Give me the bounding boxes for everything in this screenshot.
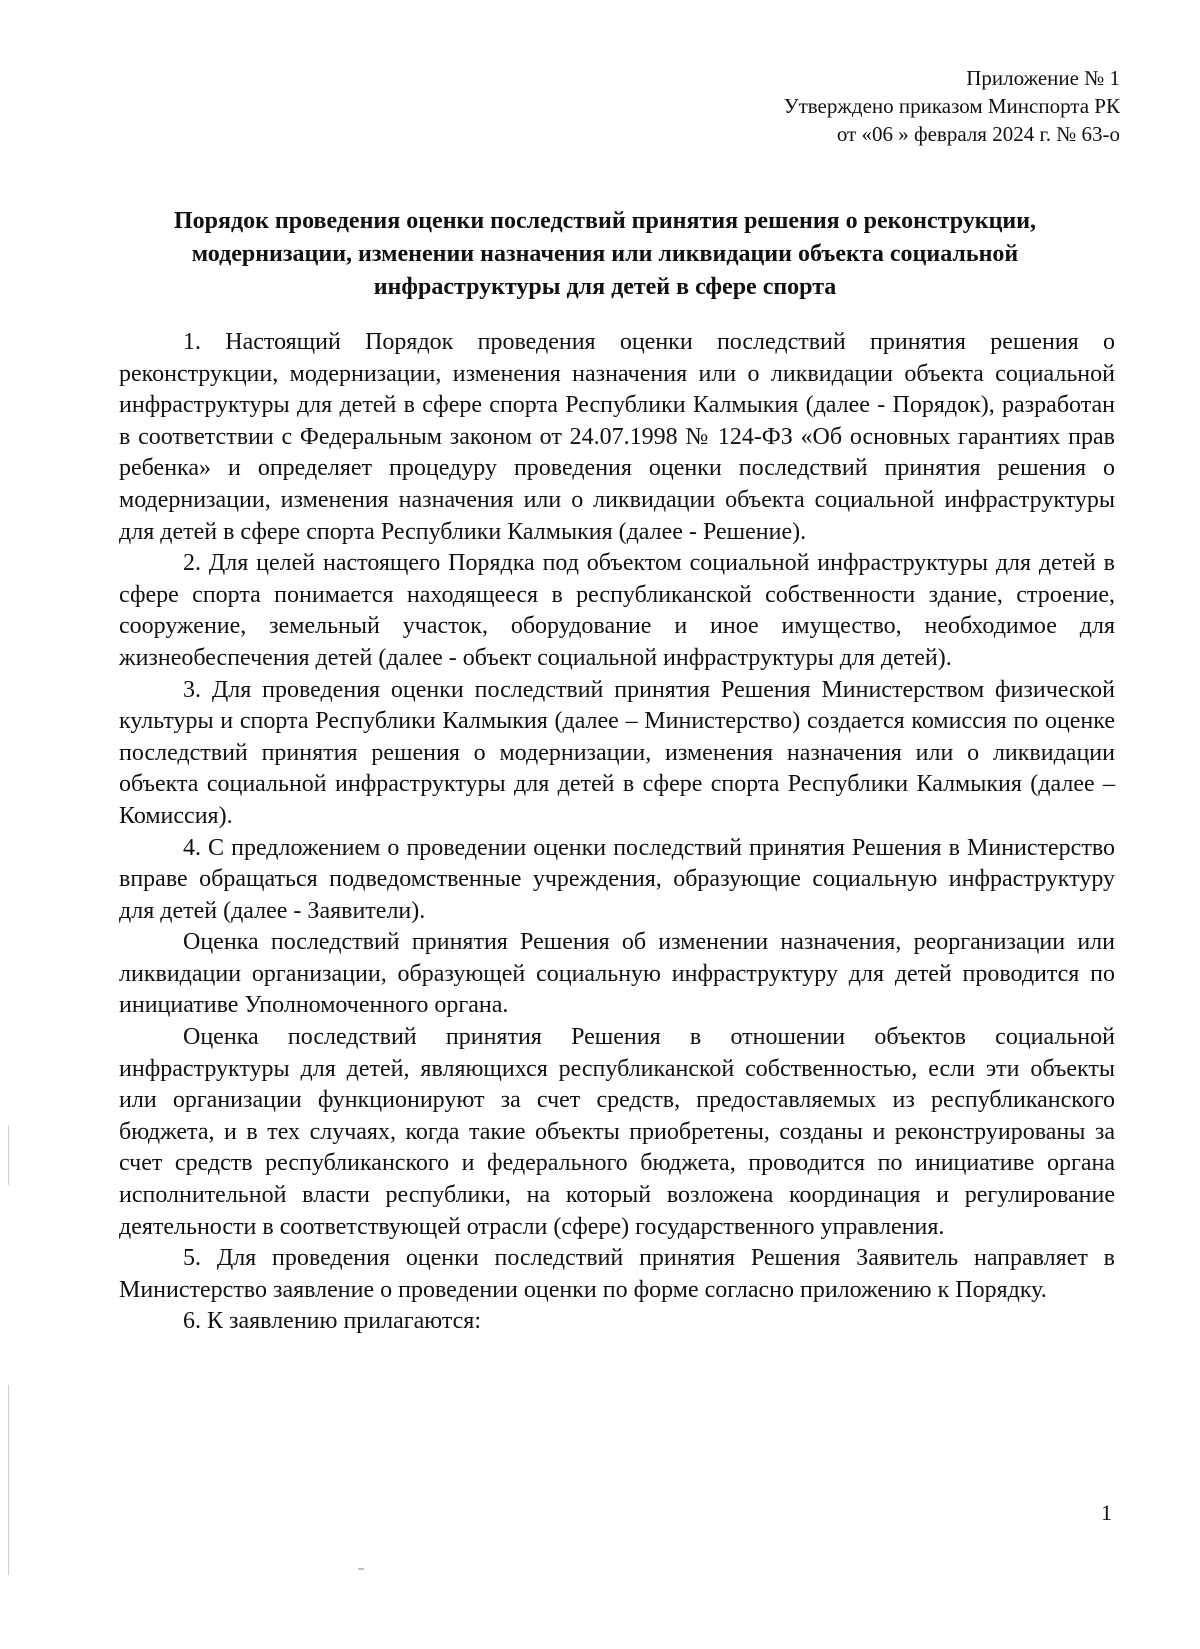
- appendix-header: [784, 64, 1120, 148]
- paragraph-1: 1. Настоящий Порядок проведения оценки последствий принятия решения о реконструкции, модернизации, изменения назначения или о ликвидации объекта социальной инфраструктуры для детей в сфере спорта Республики Калмыкия (далее - Порядок), разработан в соответствии с Федеральным законом от 24.07.1998 № 124-ФЗ «Об основных гарантиях прав ребенка» и определяет процедуру проведения оценки последствий принятия решения о модернизации, изменения назначения или о ликвидации объекта социальной инфраструктуры для детей в сфере спорта Республики Калмыкия (далее - Решение).: [119, 329, 1115, 545]
- paragraph-3: 3. Для проведения оценки последствий принятия Решения Министерством физической культуры и спорта Республики Калмыкия (далее – Министерство) создается комиссия по оценке последствий принятия решения о модернизации, изменения назначения или о ликвидации объекта социальной инфраструктуры для детей в сфере спорта Республики Калмыкия (далее – Комиссия).: [119, 676, 1115, 829]
- page-number: 1: [1101, 1500, 1112, 1525]
- paragraph-4-state-property: Оценка последствий принятия Решения в отношении объектов социальной инфраструктуры для детей, являющихся республиканской собственностью, если эти объекты или организации функционируют за счет средств, предоставляемых из республиканского бюджета, и в тех случаях, когда такие объекты приобретены, созданы и реконструированы за счет средств республиканского и федерального бюджета, проводится по инициативе органа исполнительной власти республики, на который возложена координация и регулирование деятельности в соответствующей отрасли (сфере) государственного управления.: [119, 1024, 1115, 1240]
- paragraph-4-initiative: Оценка последствий принятия Решения об изменении назначения, реорганизации или ликвидации организации, образующей социальную инфраструктуру для детей проводится по инициативе Уполномоченного органа.: [119, 929, 1115, 1019]
- scan-artifact-speck: [358, 1568, 364, 1570]
- scan-artifact-line: [8, 1385, 9, 1575]
- scan-artifact-line: [8, 1125, 9, 1185]
- title-line-3: инфраструктуры для детей в сфере спорта: [373, 274, 837, 300]
- paragraph-4: 4. С предложением о проведении оценки последствий принятия Решения в Министерство вправе обращаться подведомственные учреждения, образующие социальную инфраструктуру для детей (далее - Заявители).: [119, 834, 1115, 924]
- approval-note: Утверждено приказом Минспорта РК: [783, 94, 1120, 118]
- paragraph-6: 6. К заявлению прилагаются:: [183, 1308, 482, 1335]
- paragraph-5: 5. Для проведения оценки последствий принятия Решения Заявитель направляет в Министерство заявление о проведении оценки по форме согласно приложению к Порядку.: [119, 1245, 1115, 1303]
- title-line-1: Порядок проведения оценки последствий принятия решения о реконструкции,: [173, 208, 1037, 234]
- title-line-2: модернизации, изменении назначения или ликвидации объекта социальной: [191, 241, 1019, 267]
- paragraph-2: 2. Для целей настоящего Порядка под объектом социальной инфраструктуры для детей в сфере спорта понимается находящееся в республиканской собственности здание, строение, сооружение, земельный участок, оборудование и иное имущество, необходимое для жизнеобеспечения детей (далее - объект социальной инфраструктуры для детей).: [119, 550, 1115, 671]
- appendix-number: Приложение № 1: [966, 66, 1120, 90]
- order-date: от «06 » февраля 2024 г. № 63-о: [836, 122, 1120, 146]
- document-body: [119, 327, 1115, 1338]
- document-title: [110, 205, 1100, 304]
